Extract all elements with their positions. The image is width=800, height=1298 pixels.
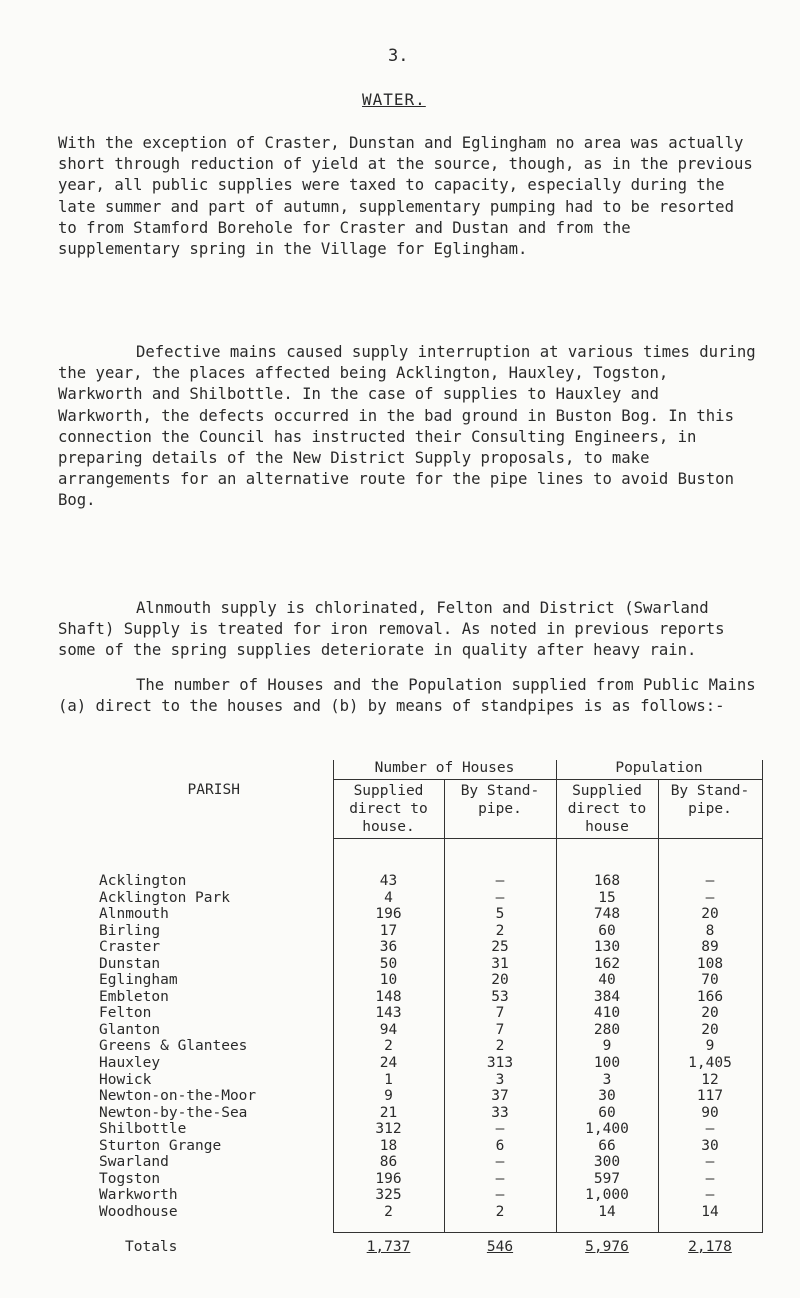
cell-h-stand: 2 <box>444 1038 556 1055</box>
parish-name: Hauxley <box>99 1055 161 1072</box>
parish-name: Dunstan <box>99 955 161 972</box>
cell-h-stand: – <box>444 1121 556 1138</box>
parish-header: PARISH <box>95 760 333 839</box>
cell-h-direct: 94 <box>333 1022 444 1039</box>
table-row <box>95 1105 762 1122</box>
totals-cell <box>658 1233 762 1262</box>
parish-name: Newton-on-the-Moor <box>99 1088 257 1105</box>
page-number: 3. <box>388 46 409 66</box>
population-direct-header: Supplied direct to house <box>556 780 658 839</box>
cell-p-direct: 748 <box>556 906 658 923</box>
table-row <box>95 1072 762 1089</box>
table-row <box>95 1121 762 1138</box>
paragraph-4: The number of Houses and the Population supplied from Public Mains (a) direct to the houses and (b) by means of standpipes is as follows:- <box>58 676 756 716</box>
table-row <box>95 873 762 890</box>
cell-h-direct: 43 <box>333 873 444 890</box>
cell-p-stand: 117 <box>658 1088 762 1105</box>
population-group-header: Population <box>556 760 762 780</box>
table-row <box>95 1005 762 1022</box>
totals-cell <box>444 1233 556 1262</box>
table-row <box>95 1038 762 1055</box>
paragraph-1: With the exception of Craster, Dunstan and Eglingham no area was actually short through reduction of yield at the source, though, as in the previous year, all public supplies were taxed to capacity, especially during the late summer and part of autumn, supplementary pumping had to be resorted to from Stamford Borehole for Craster and Dustan and from the supplementary spring in the Village for Eglingham. <box>58 134 753 259</box>
cell-h-direct: 1 <box>333 1072 444 1089</box>
cell-h-stand: – <box>444 1154 556 1171</box>
cell-p-direct: 162 <box>556 956 658 973</box>
cell-p-direct: 1,400 <box>556 1121 658 1138</box>
parish-name: Togston <box>99 1170 161 1187</box>
parish-name: Swarland <box>99 1154 169 1171</box>
table-row <box>95 1138 762 1155</box>
cell-h-stand: 2 <box>444 1204 556 1221</box>
cell-p-stand: 20 <box>658 1022 762 1039</box>
parish-name: Alnmouth <box>99 906 169 923</box>
cell-p-direct: 60 <box>556 923 658 940</box>
table-row <box>95 1171 762 1188</box>
table-row <box>95 1055 762 1072</box>
cell-h-stand: – <box>444 890 556 907</box>
table-row <box>95 939 762 956</box>
paragraph-3: Alnmouth supply is chlorinated, Felton and District (Swarland Shaft) Supply is treated for iron removal. As noted in previous reports some of the spring supplies deteriorate in quality after heavy rain. <box>58 599 725 660</box>
cell-p-direct: 1,000 <box>556 1187 658 1204</box>
parish-name: Felton <box>99 1005 152 1022</box>
cell-h-stand: 7 <box>444 1022 556 1039</box>
cell-h-direct: 50 <box>333 956 444 973</box>
totals-cell <box>333 1233 444 1262</box>
cell-p-direct: 384 <box>556 989 658 1006</box>
cell-p-stand: 9 <box>658 1038 762 1055</box>
cell-h-stand: 3 <box>444 1072 556 1089</box>
total-p-stand: 2,178 <box>688 1239 732 1256</box>
cell-p-direct: 66 <box>556 1138 658 1155</box>
table-body <box>95 839 762 1262</box>
cell-h-direct: 18 <box>333 1138 444 1155</box>
cell-h-direct: 36 <box>333 939 444 956</box>
table-row <box>95 1088 762 1105</box>
table-spacer <box>95 839 762 874</box>
paragraph-2: Defective mains caused supply interruption at various times during the year, the places affected being Acklington, Hauxley, Togston, Warkworth and Shilbottle. In the case of supplies to Hauxley and Warkworth, the defects occurred in the bad ground in Buston Bog. In this connection the Council has instructed their Consulting Engineers, in preparing details of the New District Supply proposals, to make arrangements for an alternative route for the pipe lines to avoid Buston Bog. <box>58 343 756 510</box>
cell-h-direct: 10 <box>333 972 444 989</box>
cell-p-stand: 12 <box>658 1072 762 1089</box>
cell-p-stand: – <box>658 1171 762 1188</box>
cell-p-stand: 89 <box>658 939 762 956</box>
table-bottom-border <box>95 1220 762 1233</box>
totals-label: Totals <box>125 1239 178 1256</box>
table-row <box>95 989 762 1006</box>
total-p-direct: 5,976 <box>585 1239 629 1256</box>
cell-h-stand: 33 <box>444 1105 556 1122</box>
cell-p-direct: 14 <box>556 1204 658 1221</box>
cell-h-stand: 2 <box>444 923 556 940</box>
cell-h-stand: 20 <box>444 972 556 989</box>
cell-p-direct: 9 <box>556 1038 658 1055</box>
cell-p-stand: 30 <box>658 1138 762 1155</box>
table-row <box>95 972 762 989</box>
total-h-direct: 1,737 <box>366 1239 411 1256</box>
table-row <box>95 956 762 973</box>
parish-name: Acklington <box>99 873 187 889</box>
cell-h-stand: 37 <box>444 1088 556 1105</box>
table-row <box>95 1154 762 1171</box>
cell-p-stand: 20 <box>658 1005 762 1022</box>
cell-h-stand: – <box>444 1171 556 1188</box>
cell-h-stand: 6 <box>444 1138 556 1155</box>
parish-name: Warkworth <box>99 1187 178 1204</box>
cell-p-stand: – <box>658 1154 762 1171</box>
cell-p-stand: – <box>658 890 762 907</box>
cell-p-stand: 20 <box>658 906 762 923</box>
section-heading: WATER. <box>362 90 426 109</box>
cell-p-stand: 90 <box>658 1105 762 1122</box>
totals-row <box>95 1233 762 1262</box>
parish-name: Greens & Glantees <box>99 1038 248 1055</box>
table-row <box>95 1204 762 1221</box>
cell-p-direct: 300 <box>556 1154 658 1171</box>
parish-name: Birling <box>99 922 161 939</box>
houses-direct-header: Supplied direct to house. <box>333 780 444 839</box>
cell-p-direct: 60 <box>556 1105 658 1122</box>
population-standpipe-header: By Stand- pipe. <box>658 780 762 839</box>
cell-p-stand: 108 <box>658 956 762 973</box>
cell-p-stand: – <box>658 1187 762 1204</box>
table-row <box>95 923 762 940</box>
parish-name: Sturton Grange <box>99 1137 222 1154</box>
table-row <box>95 1022 762 1039</box>
cell-h-direct: 24 <box>333 1055 444 1072</box>
cell-h-stand: 313 <box>444 1055 556 1072</box>
cell-h-stand: – <box>444 1187 556 1204</box>
cell-h-direct: 312 <box>333 1121 444 1138</box>
cell-h-direct: 2 <box>333 1204 444 1221</box>
parish-name: Shilbottle <box>99 1121 187 1138</box>
parish-name: Glanton <box>99 1021 161 1038</box>
cell-h-stand: 53 <box>444 989 556 1006</box>
cell-h-direct: 17 <box>333 923 444 940</box>
cell-p-stand: 14 <box>658 1204 762 1221</box>
cell-p-direct: 597 <box>556 1171 658 1188</box>
cell-p-direct: 280 <box>556 1022 658 1039</box>
cell-h-stand: 25 <box>444 939 556 956</box>
cell-p-direct: 3 <box>556 1072 658 1089</box>
cell-p-direct: 100 <box>556 1055 658 1072</box>
cell-p-stand: 1,405 <box>658 1055 762 1072</box>
cell-p-stand: – <box>658 1121 762 1138</box>
cell-h-direct: 4 <box>333 890 444 907</box>
houses-standpipe-header: By Stand- pipe. <box>444 780 556 839</box>
cell-p-direct: 410 <box>556 1005 658 1022</box>
parish-name: Craster <box>99 939 161 956</box>
cell-h-stand: – <box>444 873 556 890</box>
cell-p-direct: 130 <box>556 939 658 956</box>
water-supply-table <box>95 760 763 1261</box>
parish-name: Eglingham <box>99 972 178 989</box>
cell-h-direct: 325 <box>333 1187 444 1204</box>
parish-name: Embleton <box>99 988 169 1005</box>
parish-name: Newton-by-the-Sea <box>99 1104 248 1121</box>
cell-h-direct: 148 <box>333 989 444 1006</box>
table-row <box>95 890 762 907</box>
cell-h-stand: 7 <box>444 1005 556 1022</box>
table-row <box>95 1187 762 1204</box>
cell-p-direct: 168 <box>556 873 658 890</box>
cell-p-stand: – <box>658 873 762 890</box>
parish-name: Woodhouse <box>99 1203 178 1220</box>
cell-h-stand: 31 <box>444 956 556 973</box>
cell-p-stand: 8 <box>658 923 762 940</box>
cell-p-stand: 166 <box>658 989 762 1006</box>
cell-p-stand: 70 <box>658 972 762 989</box>
table-row <box>95 906 762 923</box>
cell-h-direct: 196 <box>333 906 444 923</box>
cell-h-direct: 2 <box>333 1038 444 1055</box>
cell-h-direct: 9 <box>333 1088 444 1105</box>
cell-h-direct: 86 <box>333 1154 444 1171</box>
totals-cell <box>556 1233 658 1262</box>
cell-h-direct: 143 <box>333 1005 444 1022</box>
cell-p-direct: 15 <box>556 890 658 907</box>
cell-p-direct: 30 <box>556 1088 658 1105</box>
cell-h-direct: 21 <box>333 1105 444 1122</box>
parish-name: Acklington Park <box>99 889 230 906</box>
cell-p-direct: 40 <box>556 972 658 989</box>
total-h-stand: 546 <box>486 1239 514 1256</box>
parish-name: Howick <box>99 1071 152 1088</box>
cell-h-direct: 196 <box>333 1171 444 1188</box>
cell-h-stand: 5 <box>444 906 556 923</box>
houses-group-header: Number of Houses <box>333 760 556 780</box>
